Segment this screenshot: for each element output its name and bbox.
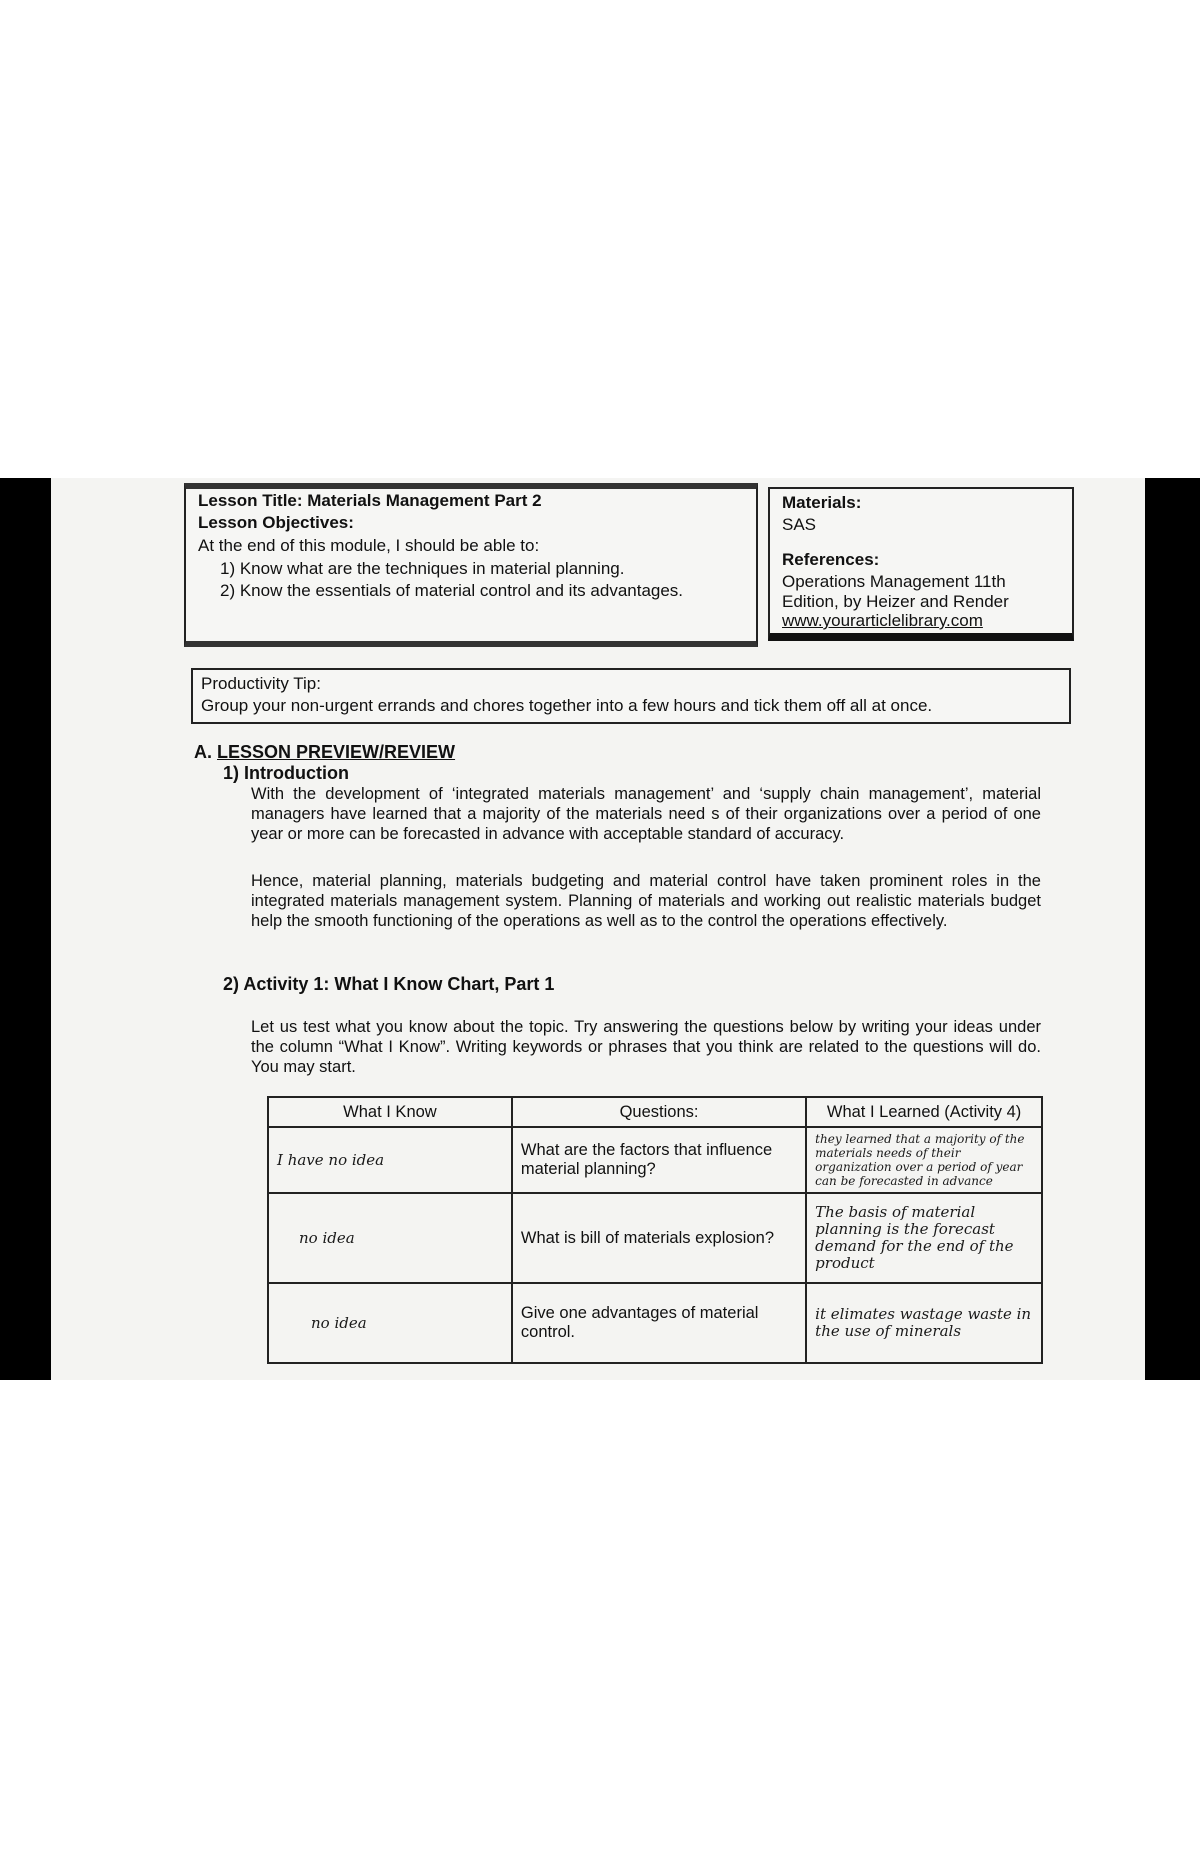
tip-label: Productivity Tip: bbox=[201, 674, 321, 693]
materials-box bbox=[768, 487, 1074, 641]
table-row bbox=[268, 1283, 1042, 1363]
what-i-know-answer[interactable]: no idea bbox=[268, 1283, 512, 1363]
section-letter: A. bbox=[194, 742, 212, 762]
what-i-know-chart bbox=[267, 1096, 1043, 1364]
chart-header-row bbox=[268, 1097, 1042, 1127]
introduction-heading: 1) Introduction bbox=[223, 763, 349, 783]
lesson-info-box bbox=[184, 483, 758, 647]
objectives-intro: At the end of this module, I should be able to: bbox=[198, 536, 540, 555]
header-what-i-know: What I Know bbox=[268, 1097, 512, 1127]
introduction-paragraph-1: With the development of ‘integrated materials management’ and ‘supply chain management’, material managers have learned that a majority of the materials need s of their organizations over a period of one year or more can be forecasted in advance with acceptable standard of accuracy. bbox=[251, 785, 1041, 843]
objectives-label: Lesson Objectives: bbox=[198, 513, 354, 532]
right-black-border bbox=[1145, 478, 1200, 1380]
header-questions: Questions: bbox=[512, 1097, 806, 1127]
section-a-heading bbox=[194, 742, 455, 763]
reference-link[interactable]: www.yourarticlelibrary.com bbox=[782, 611, 983, 630]
header-what-i-learned: What I Learned (Activity 4) bbox=[806, 1097, 1042, 1127]
left-black-border bbox=[0, 478, 51, 1380]
document-page bbox=[51, 478, 1145, 1380]
productivity-tip-box bbox=[191, 668, 1071, 724]
activity-heading: 2) Activity 1: What I Know Chart, Part 1 bbox=[223, 974, 555, 994]
question-cell: What are the factors that influence material planning? bbox=[512, 1127, 806, 1193]
table-row bbox=[268, 1193, 1042, 1283]
activity-instructions: Let us test what you know about the topic. Try answering the questions below by writing your ideas under the column “What I Know”. Writing keywords or phrases that you think are related to the questions will do. You may start. bbox=[251, 1018, 1041, 1076]
table-row bbox=[268, 1127, 1042, 1193]
what-i-learned-answer[interactable]: they learned that a majority of the materials needs of their organization over a period of year can be forecasted in advance bbox=[806, 1127, 1042, 1193]
lesson-title: Lesson Title: Materials Management Part 2 bbox=[198, 491, 542, 510]
objective-item: 1) Know what are the techniques in material planning. bbox=[220, 559, 625, 578]
reference-item: Operations Management 11th bbox=[782, 572, 1006, 591]
tip-text: Group your non-urgent errands and chores together into a few hours and tick them off all at once. bbox=[201, 696, 933, 715]
reference-item: Edition, by Heizer and Render bbox=[782, 592, 1009, 611]
what-i-know-answer[interactable]: no idea bbox=[268, 1193, 512, 1283]
references-label: References: bbox=[782, 550, 880, 569]
materials-label: Materials: bbox=[782, 493, 862, 512]
objective-item: 2) Know the essentials of material control and its advantages. bbox=[220, 581, 684, 600]
question-cell: Give one advantages of material control. bbox=[512, 1283, 806, 1363]
what-i-learned-answer[interactable]: The basis of material planning is the forecast demand for the end of the product bbox=[806, 1193, 1042, 1283]
what-i-know-answer[interactable]: I have no idea bbox=[268, 1127, 512, 1193]
what-i-learned-answer[interactable]: it elimates wastage waste in the use of minerals bbox=[806, 1283, 1042, 1363]
section-title: LESSON PREVIEW/REVIEW bbox=[217, 742, 456, 762]
materials-value: SAS bbox=[782, 515, 817, 534]
introduction-paragraph-2: Hence, material planning, materials budgeting and material control have taken prominent roles in the integrated materials management system. Planning of materials and working out realistic materials budget help the smooth functioning of the operations as well as to the control the operations effectively. bbox=[251, 872, 1041, 930]
question-cell: What is bill of materials explosion? bbox=[512, 1193, 806, 1283]
